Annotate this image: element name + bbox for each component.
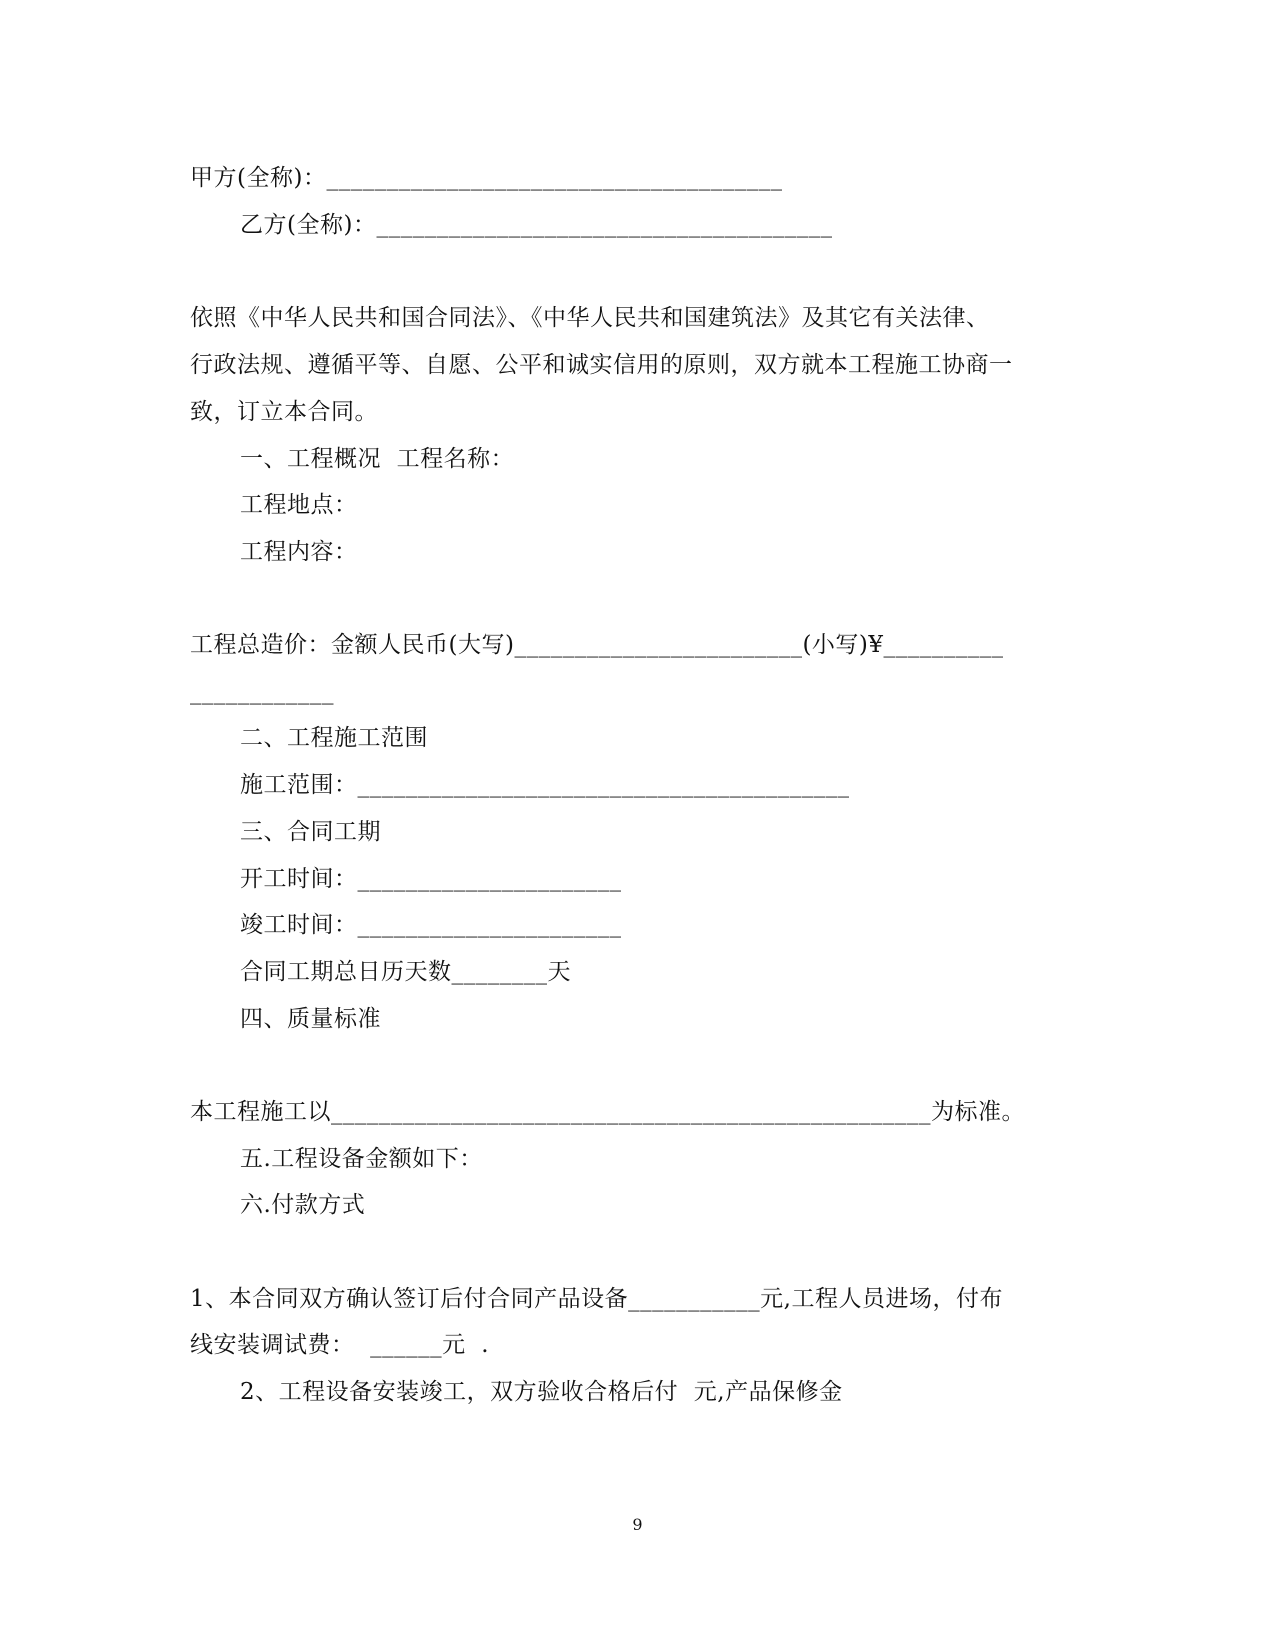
section-1-heading: 一、工程概况 工程名称： xyxy=(240,446,515,472)
section-6-heading: 六.付款方式 xyxy=(240,1192,366,1218)
preamble-line-3: 致，订立本合同。 xyxy=(190,399,378,425)
page-number: 9 xyxy=(632,1515,643,1534)
total-cost-line: 工程总造价：金额人民币(大写)________________________(小写)¥__________ xyxy=(190,632,1004,658)
completion-date-line: 竣工时间：______________________ xyxy=(240,912,622,938)
quality-standard-line: 本工程施工以__________________________________________________为标准。 xyxy=(190,1099,1025,1125)
project-location-line: 工程地点： xyxy=(240,492,358,518)
payment-item-1-line-2: 线安装调试费： ______元 . xyxy=(190,1332,490,1358)
preamble-line-2: 行政法规、遵循平等、自愿、公平和诚实信用的原则，双方就本工程施工协商一 xyxy=(190,352,1013,378)
construction-scope-line: 施工范围：_________________________________________ xyxy=(240,772,850,798)
start-date-line: 开工时间：______________________ xyxy=(240,866,622,892)
section-3-heading: 三、合同工期 xyxy=(240,819,381,845)
party-a-line: 甲方(全称)：______________________________________ xyxy=(190,165,783,191)
section-4-heading: 四、质量标准 xyxy=(240,1006,381,1032)
total-cost-continuation: ____________ xyxy=(190,679,334,705)
section-2-heading: 二、工程施工范围 xyxy=(240,725,428,751)
preamble-line-1: 依照《中华人民共和国合同法》、《中华人民共和国建筑法》及其它有关法律、 xyxy=(190,305,990,331)
payment-item-2-line: 2、工程设备安装竣工，双方验收合格后付 元,产品保修金 xyxy=(240,1379,843,1405)
project-content-line: 工程内容： xyxy=(240,539,358,565)
party-b-line: 乙方(全称)：______________________________________ xyxy=(240,212,833,238)
total-days-line: 合同工期总日历天数________天 xyxy=(240,959,571,985)
payment-item-1-line-1: 1、本合同双方确认签订后付合同产品设备___________元,工程人员进场，付布 xyxy=(190,1286,1003,1312)
section-5-heading: 五.工程设备金额如下： xyxy=(240,1146,483,1172)
